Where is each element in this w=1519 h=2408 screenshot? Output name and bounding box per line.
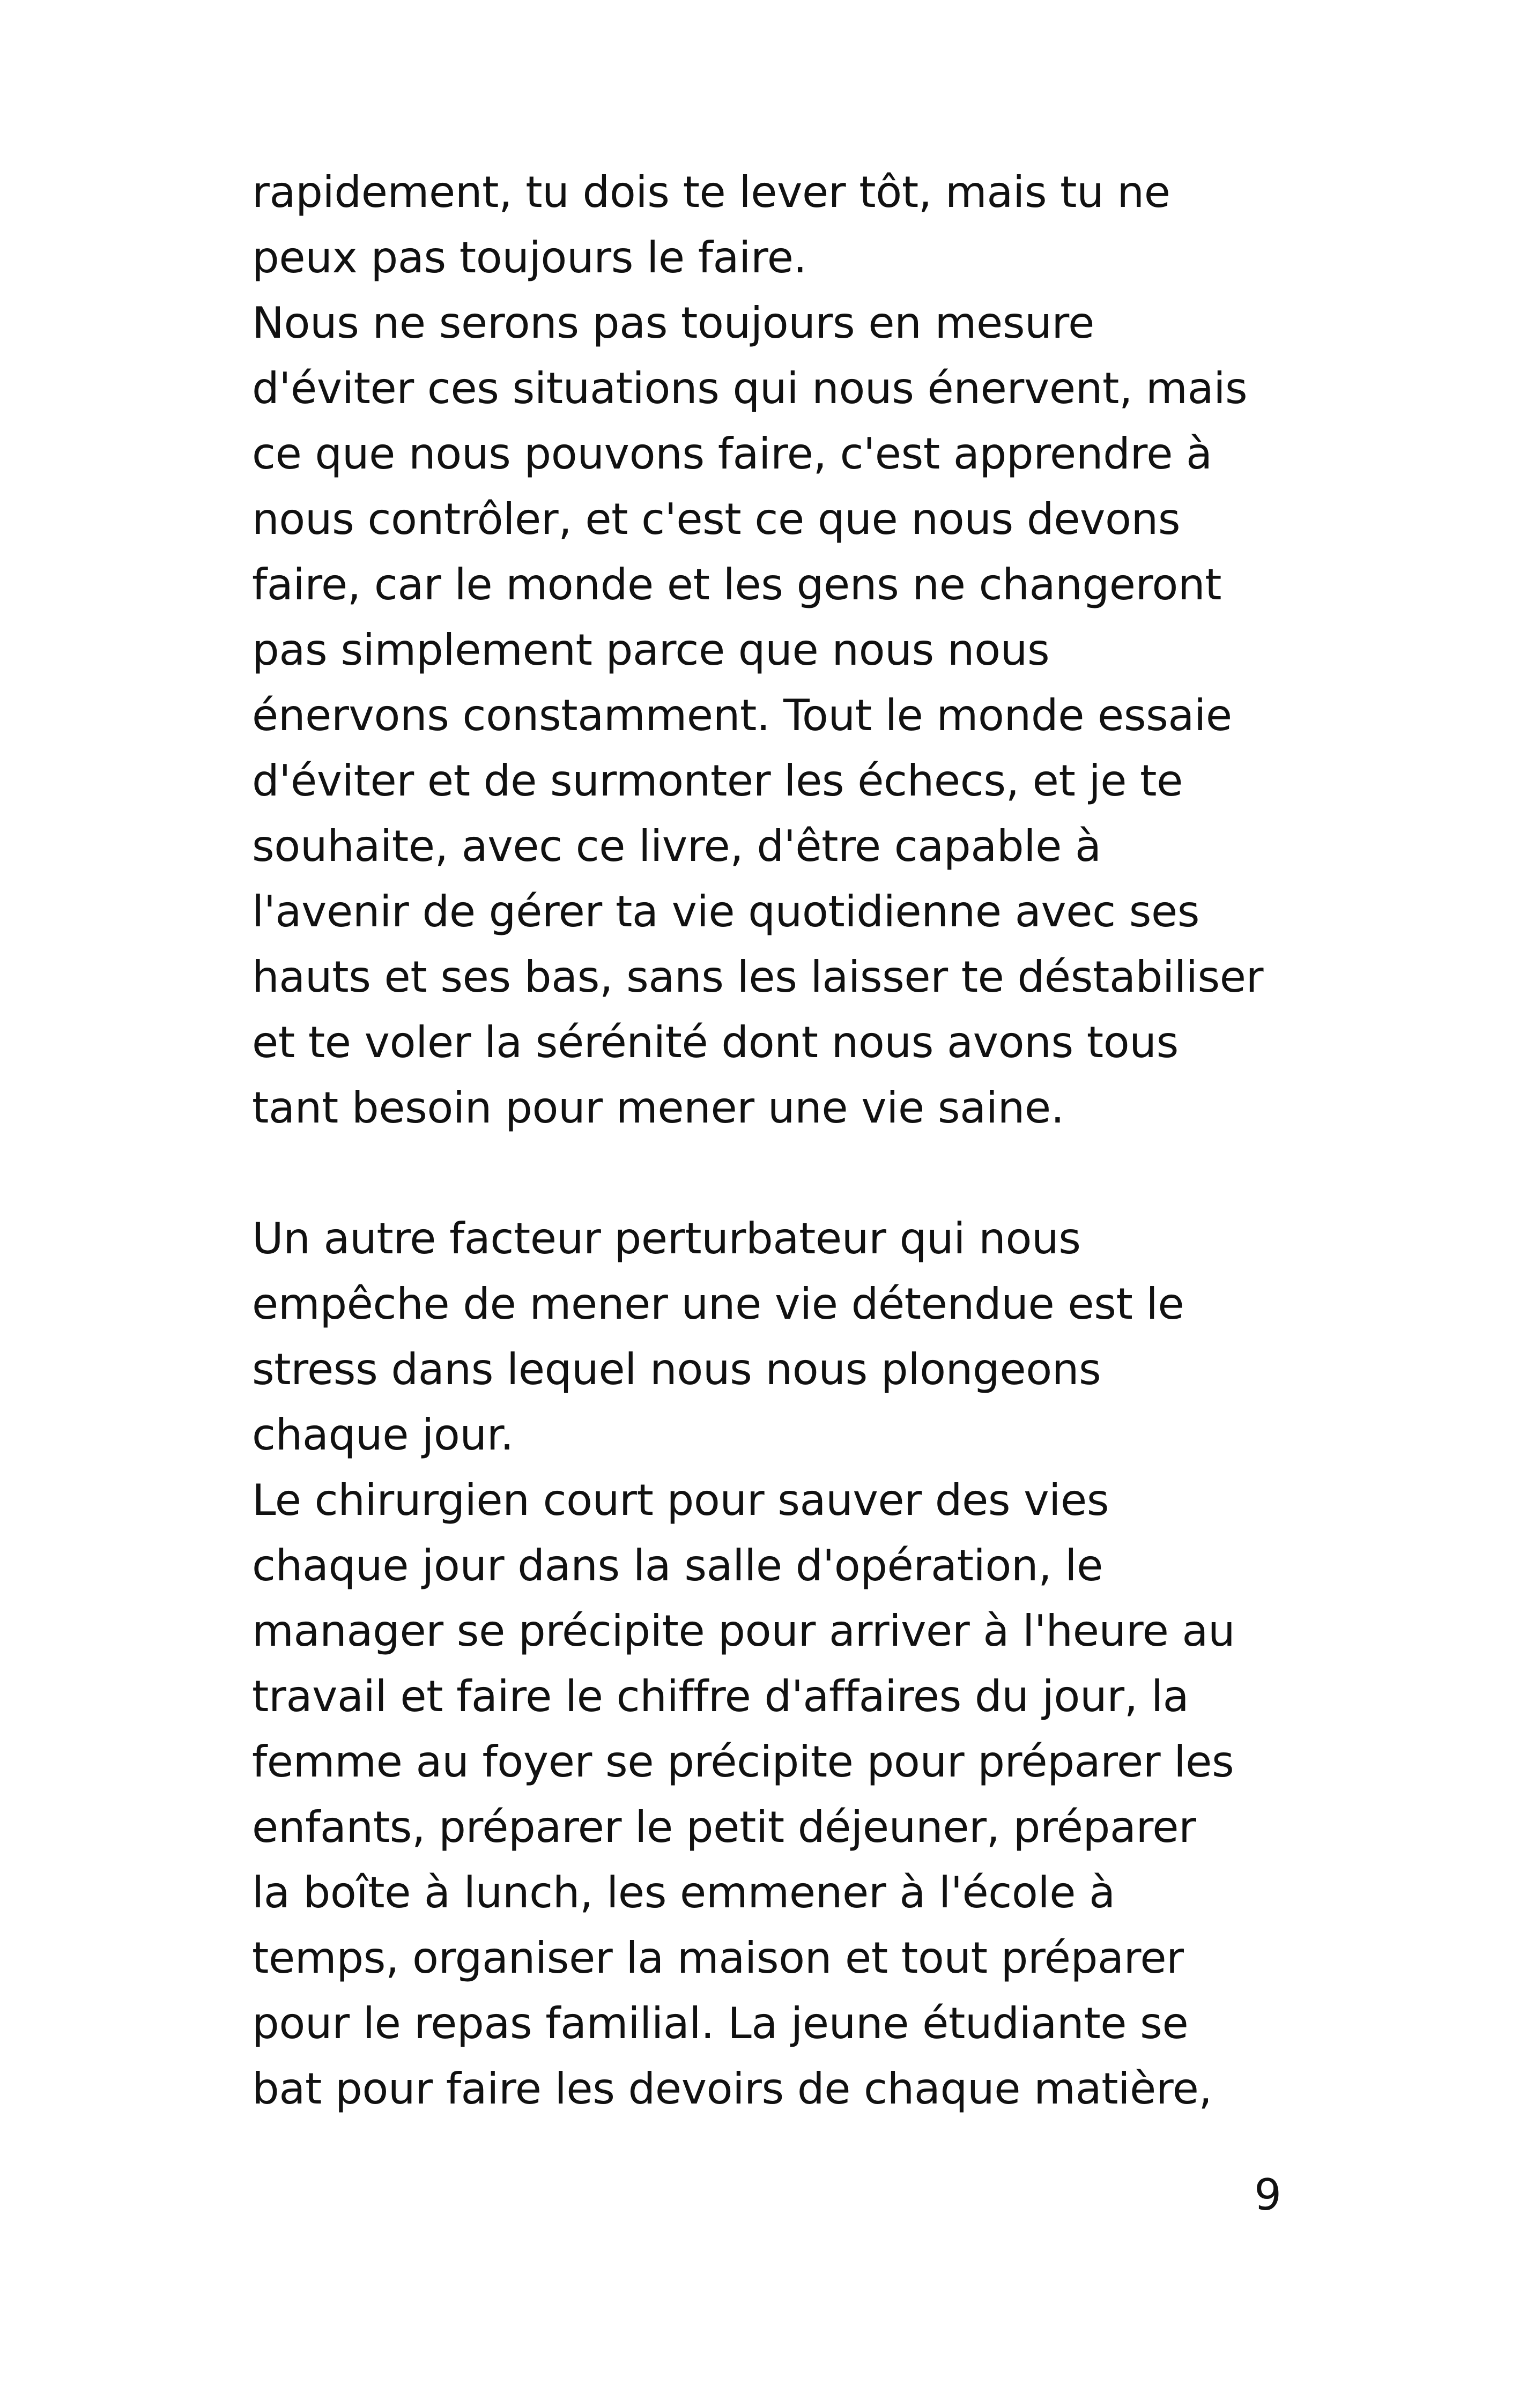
text-line: manager se précipite pour arriver à l'heure au [252,1606,1235,1656]
paragraph-spacer [252,1141,1303,1206]
text-line: d'éviter et de surmonter les échecs, et je te [252,756,1183,806]
text-line: faire, car le monde et les gens ne changeront [252,560,1222,610]
text-line: d'éviter ces situations qui nous énervent, mais [252,363,1248,413]
text-line: enfants, préparer le petit déjeuner, préparer [252,1802,1196,1852]
text-line: stress dans lequel nous nous plongeons [252,1344,1101,1394]
text-line: tant besoin pour mener une vie saine. [252,1083,1064,1133]
text-line: peux pas toujours le faire. [252,233,807,283]
text-line: empêche de mener une vie détendue est le [252,1279,1184,1329]
text-line: énervons constamment. Tout le monde essaie [252,690,1232,740]
text-line: bat pour faire les devoirs de chaque matière, [252,2064,1212,2114]
text-line: Un autre facteur perturbateur qui nous [252,1214,1081,1264]
text-line: Le chirurgien court pour sauver des vies [252,1475,1109,1525]
text-line: souhaite, avec ce livre, d'être capable à [252,821,1101,871]
text-line: la boîte à lunch, les emmener à l'école à [252,1868,1115,1918]
text-line: Nous ne serons pas toujours en mesure [252,298,1094,348]
text-line: rapidement, tu dois te lever tôt, mais tu ne [252,167,1170,217]
text-line: pour le repas familial. La jeune étudiante se [252,1998,1189,2048]
page-number: 9 [1254,2170,1281,2220]
text-line: chaque jour dans la salle d'opération, le [252,1541,1103,1591]
text-line: hauts et ses bas, sans les laisser te déstabiliser [252,952,1264,1002]
text-line: pas simplement parce que nous nous [252,625,1050,675]
text-line: temps, organiser la maison et tout préparer [252,1933,1184,1983]
text-line: ce que nous pouvons faire, c'est apprendre à [252,429,1212,479]
text-line: et te voler la sérénité dont nous avons tous [252,1017,1179,1067]
body-text [252,160,1303,2122]
text-line: travail et faire le chiffre d'affaires du jour, la [252,1671,1189,1721]
text-line: chaque jour. [252,1410,514,1460]
text-line: l'avenir de gérer ta vie quotidienne avec ses [252,887,1200,937]
text-line: femme au foyer se précipite pour préparer les [252,1737,1234,1787]
text-line: nous contrôler, et c'est ce que nous devons [252,494,1181,544]
